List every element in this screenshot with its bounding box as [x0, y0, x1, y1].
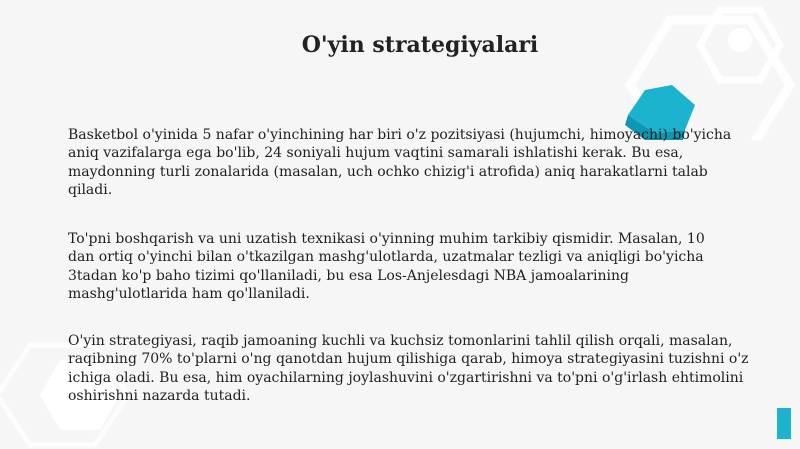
circle-decoration [728, 28, 752, 52]
paragraph-1: Basketbol o'yinida 5 nafar o'yinchining har biri o'z pozitsiyasi (hujumchi, himoyachi) bo'yicha aniq vazifalarga ega bo'lib, 24 soniyali hujum vaqtini samarali ishlatishi kerak. Bu esa, maydonning turli zonalarida (masalan, uch ochko chizig'i atrofida) aniq harakatlarni talab qiladi. [68, 127, 732, 198]
paragraph-3: O'yin strategiyasi, raqib jamoaning kuchli va kuchsiz tomonlarini tahlil qilish orqali, masalan, raqibning 70% to'plarni o'ng qanotdan hujum qilishiga qarab, himoya strategiyasini tuzishni o'z ichiga oladi. Bu esa, him oyachilarning joylashuvini o'zgartirishni va to'pni o'g'irlash ehtimolini oshirishni nazarda tutadi. [68, 333, 749, 404]
slide-title: O'yin strategiyalari [301, 32, 539, 58]
paragraph-2: To'pni boshqarish va uni uzatish texnikasi o'yinning muhim tarkibiy qismidir. Masalan, 10 dan ortiq o'yinchi bilan o'tkazilgan mashg'ulotlarda, uzatmalar tezligi va aniqligi bo'yicha 3tadan ko'p baho tizimi qo'llaniladi, bu esa Los-Anjelesdagi NBA jamoalarining mashg'ulotlarida ham qo'llaniladi. [68, 231, 705, 302]
accent-strip [777, 408, 791, 439]
hexagon-decoration [600, 0, 800, 140]
